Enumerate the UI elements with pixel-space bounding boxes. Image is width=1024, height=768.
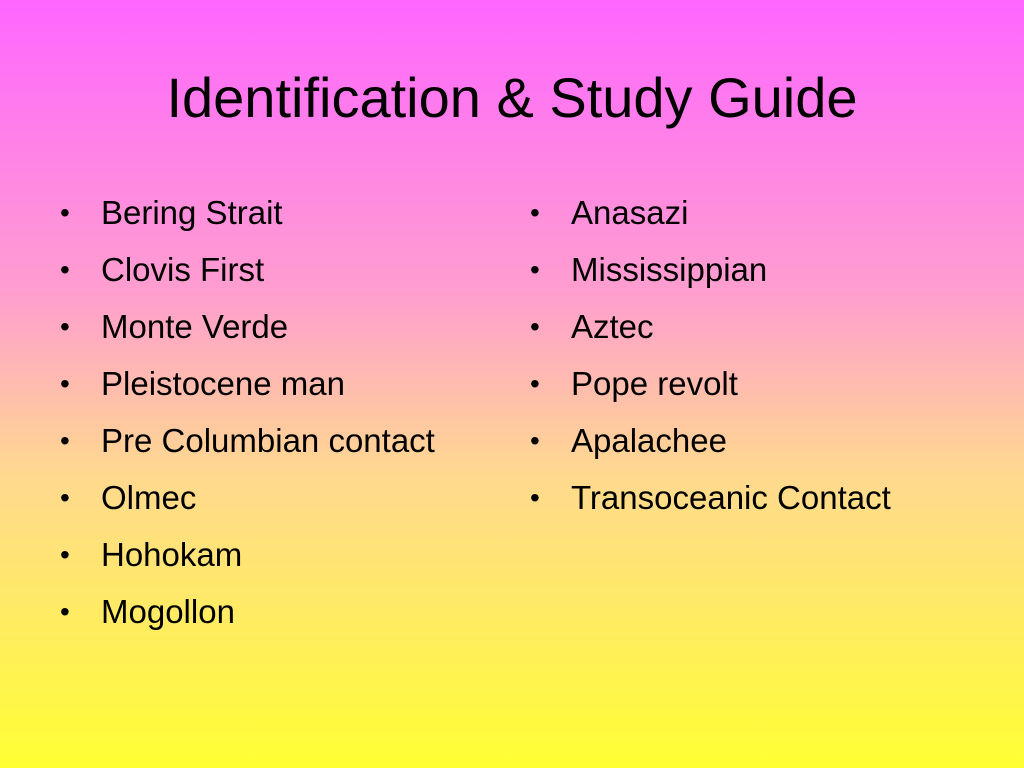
bullet-icon: • (60, 482, 70, 513)
list-item-text: Monte Verde (101, 308, 289, 345)
bullet-icon: • (60, 539, 70, 570)
bullet-icon: • (530, 368, 540, 399)
right-bullet-list (530, 188, 1000, 530)
list-item-text: Pre Columbian contact (101, 422, 435, 459)
list-item-text: Clovis First (101, 251, 265, 288)
list-item (60, 587, 440, 637)
list-item-text: Pope revolt (571, 365, 738, 402)
bullet-icon: • (530, 482, 540, 513)
list-item-text: Pleistocene man (101, 365, 345, 402)
list-item (60, 302, 440, 352)
list-item (60, 188, 440, 238)
list-item-text: Apalachee (571, 422, 727, 459)
list-item (530, 188, 1000, 238)
bullet-icon: • (530, 254, 540, 285)
list-item (530, 302, 1000, 352)
list-item-text: Mogollon (101, 593, 235, 630)
list-item (530, 359, 1000, 409)
bullet-icon: • (60, 368, 70, 399)
list-item-text: Mississippian (571, 251, 768, 288)
list-item-text: Bering Strait (101, 194, 283, 231)
bullet-icon: • (60, 425, 70, 456)
bullet-icon: • (530, 311, 540, 342)
list-item (60, 530, 440, 580)
list-item (530, 245, 1000, 295)
list-item (60, 245, 440, 295)
list-item-text: Transoceanic Contact (571, 479, 891, 516)
list-item-text: Anasazi (571, 194, 689, 231)
list-item (60, 416, 440, 466)
bullet-icon: • (60, 254, 70, 285)
bullet-icon: • (530, 425, 540, 456)
bullet-icon: • (60, 197, 70, 228)
list-item (530, 416, 1000, 466)
list-item (60, 359, 440, 409)
list-item-text: Olmec (101, 479, 197, 516)
bullet-icon: • (530, 197, 540, 228)
bullet-icon: • (60, 311, 70, 342)
list-item (530, 473, 1000, 523)
bullet-icon: • (60, 596, 70, 627)
list-item-text: Hohokam (101, 536, 243, 573)
list-item-text: Aztec (571, 308, 654, 345)
slide-title: Identification & Study Guide (166, 66, 858, 129)
left-bullet-list (60, 188, 440, 644)
list-item (60, 473, 440, 523)
